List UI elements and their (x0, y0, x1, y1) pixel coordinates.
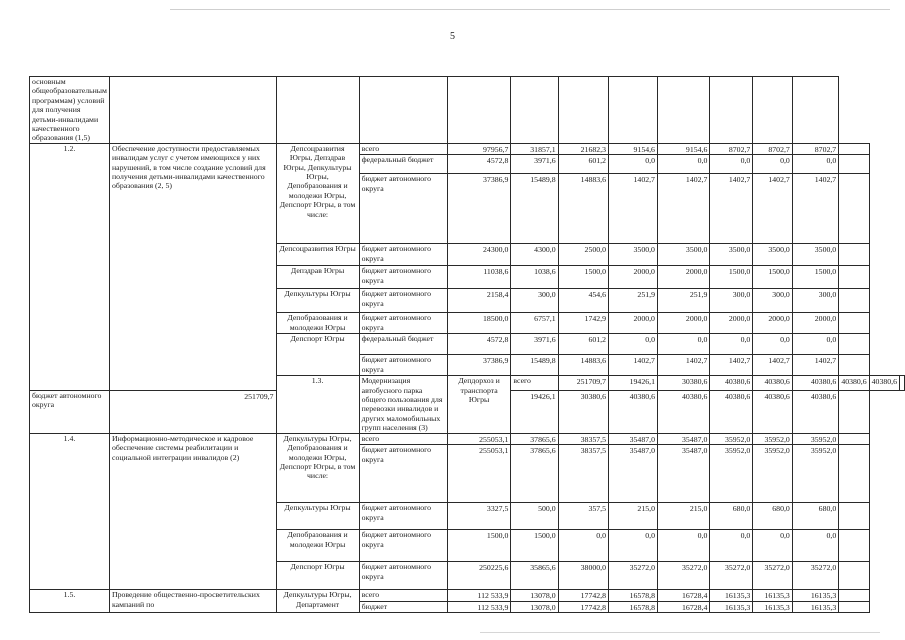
amount-cell: 18500,0 (447, 313, 511, 334)
amount-cell: 300,0 (511, 289, 558, 313)
amount-cell: 1038,6 (511, 266, 558, 289)
amount-cell: 16728,4 (657, 590, 709, 601)
funding-source-cell: бюджет автономного округа (359, 244, 447, 266)
executor-cell: Депкультуры Югры, Департамент (276, 590, 359, 613)
amount-cell: 40380,6 (753, 376, 793, 390)
amount-cell: 0,0 (792, 530, 838, 562)
amount-cell: 300,0 (710, 289, 753, 313)
amount-cell: 9154,6 (657, 143, 709, 154)
amount-cell: 0,0 (657, 155, 709, 174)
amount-cell: 1402,7 (609, 174, 658, 244)
amount-cell: 4572,8 (447, 334, 511, 355)
amount-cell: 0,0 (609, 530, 658, 562)
amount-cell: 0,0 (710, 334, 753, 355)
executor-cell: Депкультуры Югры (276, 503, 359, 530)
executor-cell: Депспорт Югры (276, 562, 359, 590)
executor-cell: Депздрав Югры (276, 266, 359, 289)
amount-cell (609, 77, 658, 144)
amount-cell: 215,0 (609, 503, 658, 530)
amount-cell: 3971,6 (511, 155, 558, 174)
amount-cell (839, 174, 869, 244)
amount-cell: 40380,6 (609, 390, 658, 433)
amount-cell: 1500,0 (792, 266, 838, 289)
amount-cell: 2000,0 (792, 313, 838, 334)
amount-cell: 2000,0 (710, 313, 753, 334)
amount-cell: 8702,7 (753, 143, 793, 154)
amount-cell: 31857,1 (511, 143, 558, 154)
amount-cell: 3500,0 (753, 244, 793, 266)
amount-cell: 35952,0 (753, 433, 793, 444)
amount-cell: 3500,0 (657, 244, 709, 266)
amount-cell: 500,0 (511, 503, 558, 530)
amount-cell: 0,0 (657, 334, 709, 355)
amount-cell: 1500,0 (511, 530, 558, 562)
amount-cell: 0,0 (609, 155, 658, 174)
funding-source-cell: бюджет автономного округа (359, 355, 447, 376)
amount-cell: 251709,7 (558, 376, 608, 390)
amount-cell: 2000,0 (753, 313, 793, 334)
amount-cell (792, 77, 838, 144)
executor-cell: Депсоцразвития Югры (276, 244, 359, 266)
item-number: 1.2. (30, 143, 110, 390)
amount-cell: 1742,9 (558, 313, 608, 334)
executor-cell: Депобразования и молодежи Югры (276, 530, 359, 562)
amount-cell: 601,2 (558, 334, 608, 355)
amount-cell: 16135,3 (792, 590, 838, 601)
amount-cell: 4300,0 (511, 244, 558, 266)
amount-cell (710, 77, 753, 144)
amount-cell (753, 77, 793, 144)
amount-cell (839, 289, 869, 313)
executor-cell: Депкультуры Югры (276, 289, 359, 313)
funding-source-cell (276, 77, 359, 144)
amount-cell: 35272,0 (792, 562, 838, 590)
amount-cell: 16578,8 (609, 590, 658, 601)
amount-cell: 215,0 (657, 503, 709, 530)
funding-source-cell: всего (359, 143, 447, 154)
amount-cell: 255053,1 (447, 445, 511, 503)
amount-cell (900, 376, 905, 390)
amount-cell (839, 155, 869, 174)
amount-cell (447, 77, 511, 144)
scan-artifact-top (170, 9, 890, 10)
amount-cell: 0,0 (558, 530, 608, 562)
amount-cell (839, 390, 869, 433)
amount-cell: 0,0 (710, 155, 753, 174)
amount-cell: 357,5 (558, 503, 608, 530)
amount-cell: 16135,3 (753, 590, 793, 601)
amount-cell: 1402,7 (792, 355, 838, 376)
amount-cell: 37386,9 (447, 355, 511, 376)
funding-source-cell: федеральный бюджет (359, 334, 447, 355)
amount-cell (839, 334, 869, 355)
amount-cell: 37865,6 (511, 445, 558, 503)
amount-cell: 6757,1 (511, 313, 558, 334)
amount-cell: 30380,6 (558, 390, 608, 433)
amount-cell: 11038,6 (447, 266, 511, 289)
amount-cell: 8702,7 (792, 143, 838, 154)
amount-cell: 3327,5 (447, 503, 511, 530)
funding-source-cell: бюджет автономного округа (359, 530, 447, 562)
amount-cell: 35272,0 (609, 562, 658, 590)
executor-cell: Депобразования и молодежи Югры (276, 313, 359, 334)
amount-cell: 1500,0 (558, 266, 608, 289)
amount-cell (839, 266, 869, 289)
amount-cell: 0,0 (792, 155, 838, 174)
amount-cell: 680,0 (753, 503, 793, 530)
amount-cell (839, 244, 869, 266)
amount-cell: 38357,5 (558, 445, 608, 503)
amount-cell: 300,0 (792, 289, 838, 313)
executor-cell: Депкультуры Югры, Депобразования и молодежи Югры, Депспорт Югры, в том числе: (276, 433, 359, 502)
measure-cell: Проведение общественно-просветительских кампаний по (109, 590, 276, 613)
amount-cell: 1402,7 (609, 355, 658, 376)
funding-source-cell: федеральный бюджет (359, 155, 447, 174)
amount-cell: 35272,0 (710, 562, 753, 590)
amount-cell: 1402,7 (753, 355, 793, 376)
amount-cell: 1402,7 (710, 174, 753, 244)
amount-cell: 3500,0 (609, 244, 658, 266)
amount-cell (839, 590, 869, 601)
amount-cell: 40380,6 (710, 390, 753, 433)
amount-cell: 8702,7 (710, 143, 753, 154)
amount-cell: 16135,3 (710, 590, 753, 601)
amount-cell: 40380,6 (839, 376, 869, 390)
amount-cell: 1402,7 (753, 174, 793, 244)
funding-source-cell: всего (511, 376, 558, 390)
amount-cell: 40380,6 (869, 376, 899, 390)
amount-cell: 13078,0 (511, 590, 558, 601)
amount-cell: 0,0 (609, 334, 658, 355)
amount-cell: 16135,3 (792, 601, 838, 612)
measure-cell: Модернизация автобусного парка общего пользования для перевозки инвалидов и других маломобильных групп населения (3) (359, 376, 447, 433)
amount-cell: 251,9 (609, 289, 658, 313)
amount-cell: 0,0 (792, 334, 838, 355)
table-row (30, 590, 905, 601)
funding-source-cell: бюджет автономного округа (359, 445, 447, 503)
executor-cell: Депдорхоз и транспорта Югры (447, 376, 511, 433)
amount-cell: 40380,6 (657, 390, 709, 433)
amount-cell: 17742,8 (558, 590, 608, 601)
amount-cell: 112 533,9 (447, 601, 511, 612)
amount-cell: 454,6 (558, 289, 608, 313)
amount-cell: 15489,8 (511, 355, 558, 376)
amount-cell: 601,2 (558, 155, 608, 174)
amount-cell: 24300,0 (447, 244, 511, 266)
funding-source-cell: бюджет автономного округа (359, 174, 447, 244)
amount-cell (839, 313, 869, 334)
amount-cell: 0,0 (710, 530, 753, 562)
amount-cell: 35272,0 (657, 562, 709, 590)
amount-cell: 1402,7 (792, 174, 838, 244)
amount-cell (839, 601, 869, 612)
amount-cell (511, 77, 558, 144)
amount-cell: 19426,1 (511, 390, 558, 433)
executor-cell (109, 77, 276, 144)
amount-cell: 16135,3 (710, 601, 753, 612)
amount-cell: 35487,0 (609, 433, 658, 444)
amount-cell: 35952,0 (753, 445, 793, 503)
measure-cell: Информационно-методическое и кадровое обеспечение системы реабилитации и социальной интеграции инвалидов (2) (109, 433, 276, 589)
amount-cell: 35487,0 (657, 433, 709, 444)
amount-cell: 30380,6 (657, 376, 709, 390)
amount-cell (839, 355, 869, 376)
amount-cell: 35272,0 (753, 562, 793, 590)
amount-cell: 300,0 (753, 289, 793, 313)
amount-cell: 97956,7 (447, 143, 511, 154)
measure-cell: основным общеобразовательным программам) условий для получения детьми-инвалидами качественного образования (1,5) (30, 77, 110, 144)
amount-cell: 2500,0 (558, 244, 608, 266)
amount-cell: 1402,7 (657, 174, 709, 244)
amount-cell: 40380,6 (710, 376, 753, 390)
amount-cell: 251,9 (657, 289, 709, 313)
amount-cell: 35952,0 (792, 445, 838, 503)
amount-cell: 16135,3 (753, 601, 793, 612)
amount-cell: 37865,6 (511, 433, 558, 444)
executor-cell: Депспорт Югры (276, 334, 359, 376)
amount-cell: 251709,7 (109, 390, 276, 433)
amount-cell: 1500,0 (447, 530, 511, 562)
amount-cell: 15489,8 (511, 174, 558, 244)
item-number: 1.5. (30, 590, 110, 613)
amount-cell: 0,0 (753, 530, 793, 562)
amount-cell: 16728,4 (657, 601, 709, 612)
amount-cell: 38000,0 (558, 562, 608, 590)
page-number: 5 (450, 31, 455, 42)
amount-cell: 680,0 (792, 503, 838, 530)
funding-source-cell: всего (359, 590, 447, 601)
funding-source-cell: бюджет автономного округа (359, 503, 447, 530)
amount-cell (657, 77, 709, 144)
amount-cell: 14883,6 (558, 355, 608, 376)
amount-cell: 1402,7 (710, 355, 753, 376)
table-row (30, 433, 905, 444)
amount-cell: 37386,9 (447, 174, 511, 244)
amount-cell: 16578,8 (609, 601, 658, 612)
executor-cell: Депсоцразвития Югры, Депздрав Югры, Депкультуры Югры, Депобразования и молодежи Югры, Депспорт Югры, в том числе: (276, 143, 359, 243)
amount-cell: 255053,1 (447, 433, 511, 444)
funding-source-cell: всего (359, 433, 447, 444)
amount-cell: 0,0 (753, 334, 793, 355)
funding-source-cell: бюджет (359, 601, 447, 612)
amount-cell: 35952,0 (710, 445, 753, 503)
amount-cell (558, 77, 608, 144)
amount-cell: 35952,0 (792, 433, 838, 444)
amount-cell: 2000,0 (609, 313, 658, 334)
amount-cell (839, 530, 869, 562)
amount-cell (839, 562, 869, 590)
funding-source-cell: бюджет автономного округа (359, 313, 447, 334)
amount-cell: 21682,3 (558, 143, 608, 154)
amount-cell: 2000,0 (609, 266, 658, 289)
amount-cell: 14883,6 (558, 174, 608, 244)
amount-cell: 3500,0 (710, 244, 753, 266)
amount-cell: 0,0 (753, 155, 793, 174)
amount-cell (839, 445, 869, 503)
item-number: 1.3. (276, 376, 359, 433)
amount-cell: 2158,4 (447, 289, 511, 313)
amount-cell: 3971,6 (511, 334, 558, 355)
amount-cell: 40380,6 (792, 390, 838, 433)
amount-cell: 19426,1 (609, 376, 658, 390)
amount-cell: 1500,0 (753, 266, 793, 289)
amount-cell: 38357,5 (558, 433, 608, 444)
amount-cell: 35487,0 (657, 445, 709, 503)
amount-cell: 35865,6 (511, 562, 558, 590)
financing-table-wrapper (29, 76, 905, 613)
amount-cell: 250225,6 (447, 562, 511, 590)
table-row (30, 143, 905, 154)
amount-cell: 17742,8 (558, 601, 608, 612)
amount-cell: 680,0 (710, 503, 753, 530)
amount-cell: 35952,0 (710, 433, 753, 444)
amount-cell: 3500,0 (792, 244, 838, 266)
amount-cell (839, 433, 869, 444)
amount-cell: 13078,0 (511, 601, 558, 612)
amount-cell: 1500,0 (710, 266, 753, 289)
table-row (30, 77, 905, 144)
amount-cell (839, 503, 869, 530)
amount-cell: 9154,6 (609, 143, 658, 154)
item-number: 1.4. (30, 433, 110, 589)
amount-cell: 112 533,9 (447, 590, 511, 601)
amount-cell: 40380,6 (753, 390, 793, 433)
financing-table (29, 76, 905, 613)
measure-cell: Обеспечение доступности предоставляемых инвалидам услуг с учетом имеющихся у них нарушений, в том числе создание условий для получения детьми-инвалидами качественного образования (2, 5) (109, 143, 276, 390)
funding-source-cell: бюджет автономного округа (359, 562, 447, 590)
amount-cell (359, 77, 447, 144)
amount-cell: 35487,0 (609, 445, 658, 503)
funding-source-cell: бюджет автономного округа (359, 266, 447, 289)
amount-cell: 1402,7 (657, 355, 709, 376)
amount-cell: 40380,6 (792, 376, 838, 390)
amount-cell: 2000,0 (657, 266, 709, 289)
amount-cell: 2000,0 (657, 313, 709, 334)
funding-source-cell: бюджет автономного округа (359, 289, 447, 313)
funding-source-cell: бюджет автономного округа (30, 390, 110, 433)
amount-cell: 0,0 (657, 530, 709, 562)
amount-cell: 4572,8 (447, 155, 511, 174)
scan-artifact-bottom (480, 632, 880, 633)
amount-cell (839, 143, 869, 154)
